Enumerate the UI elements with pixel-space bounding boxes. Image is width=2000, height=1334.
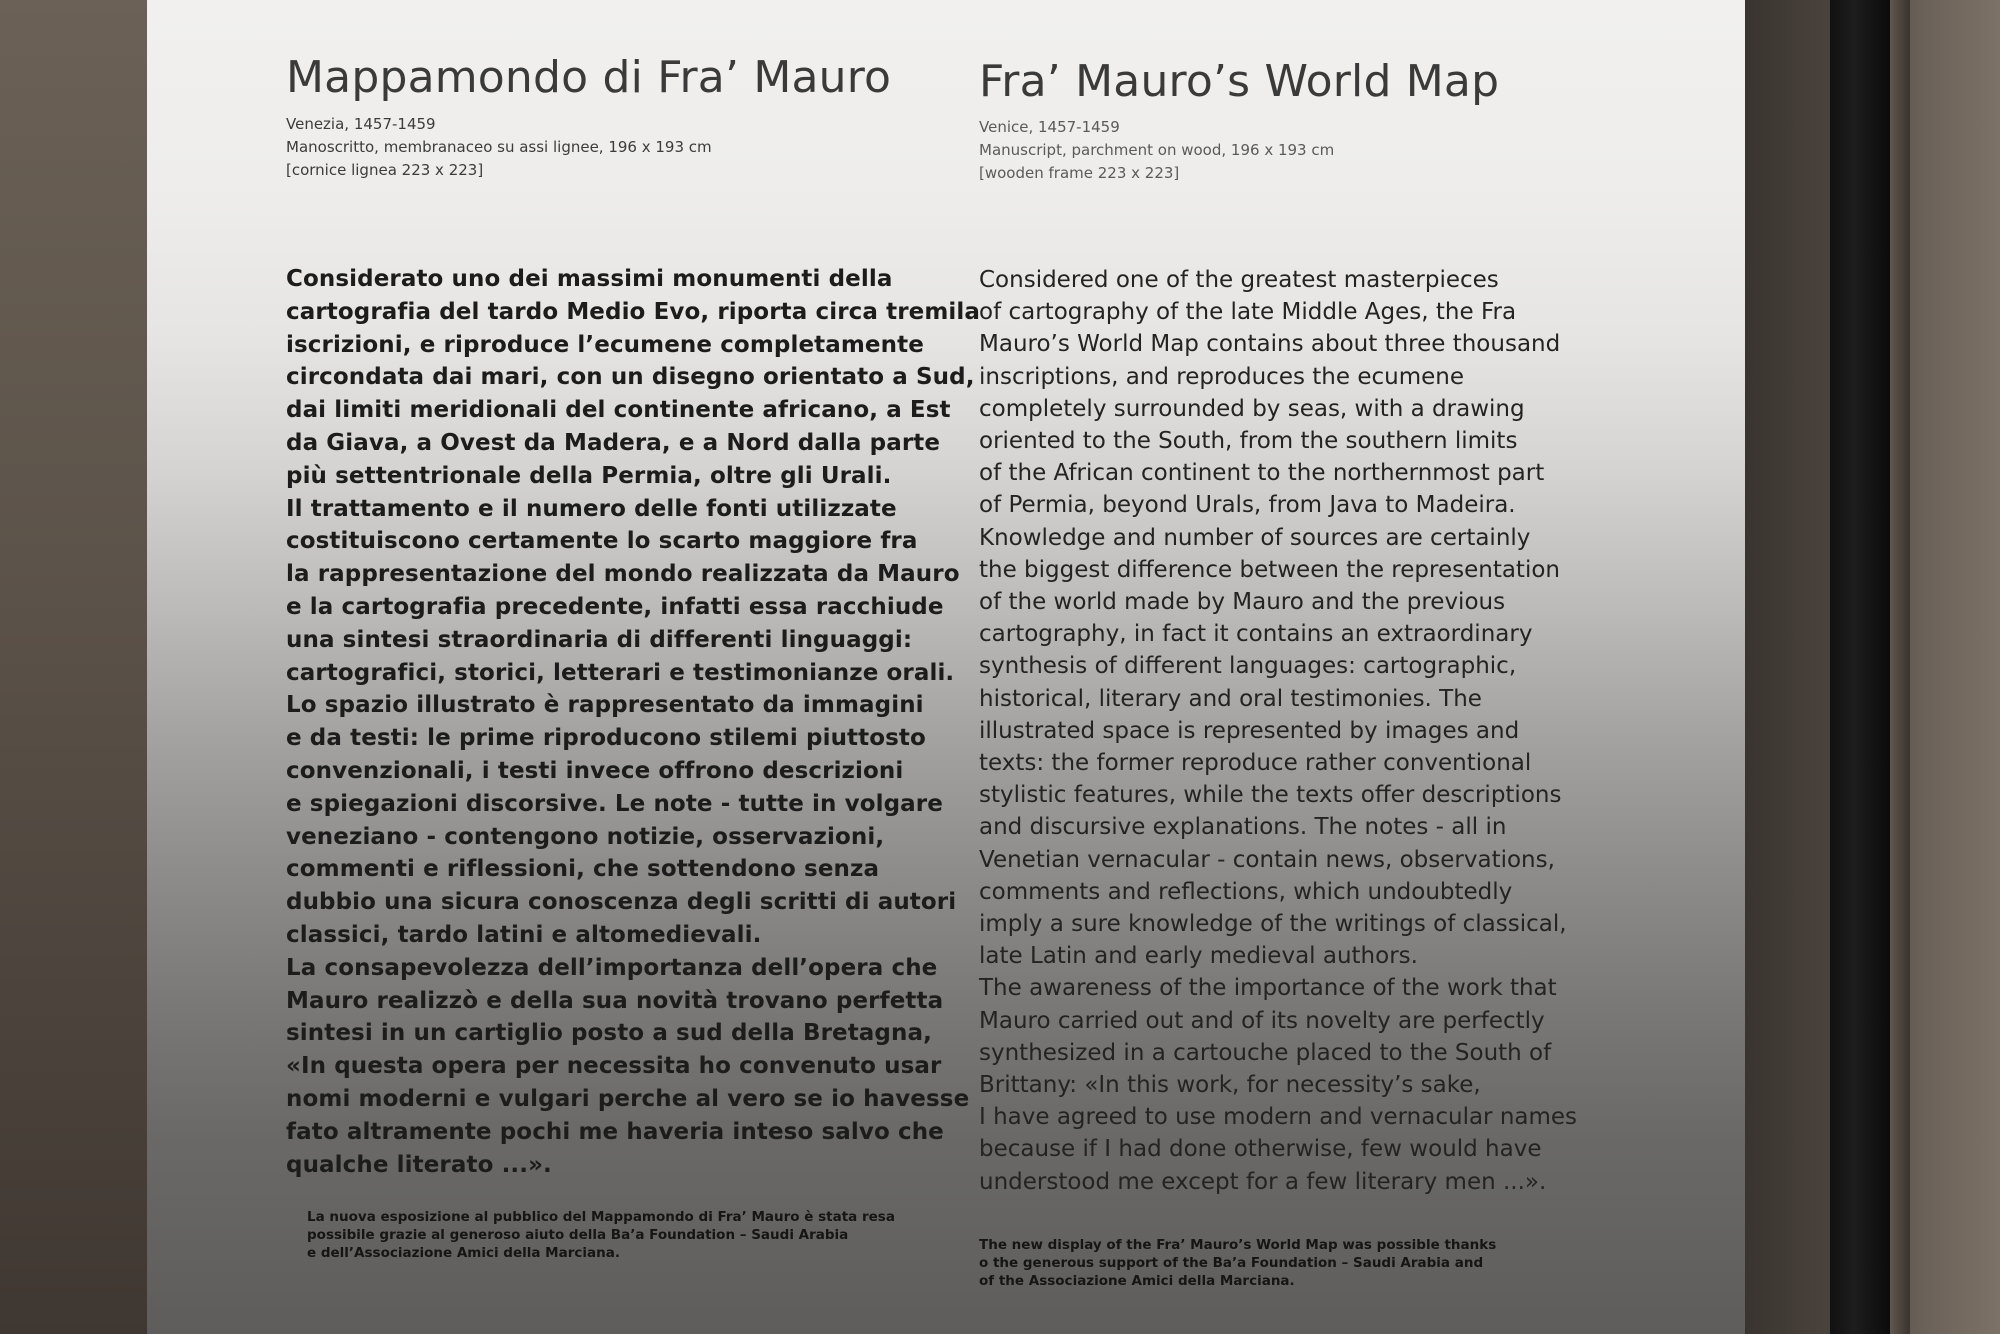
- english-body-line: of the African continent to the northernmost part: [979, 460, 1545, 487]
- italian-body-line: costituiscono certamente lo scarto maggiore fra: [286, 528, 918, 555]
- english-body: [979, 264, 1699, 1198]
- italian-body-line: da Giava, a Ovest da Madera, e a Nord dalla parte: [286, 429, 941, 456]
- italian-body-line: Lo spazio illustrato è rappresentato da immagini: [286, 692, 924, 719]
- italian-body-line: e la cartografia precedente, infatti essa racchiude: [286, 593, 944, 620]
- italian-meta-line: Manoscritto, membranaceo su assi lignee, 196 x 193 cm: [286, 138, 712, 156]
- english-body-line: historical, literary and oral testimonies. The: [979, 685, 1482, 712]
- english-body-line: cartography, in fact it contains an extraordinary: [979, 621, 1533, 648]
- italian-body-line: veneziano - contengono notizie, osservazioni,: [286, 823, 885, 850]
- italian-body-line: classici, tardo latini e altomedievali.: [286, 921, 762, 948]
- english-body-line: synthesized in a cartouche placed to the South of: [979, 1039, 1552, 1066]
- italian-body-line: una sintesi straordinaria di differenti linguaggi:: [286, 626, 913, 653]
- english-body-line: synthesis of different languages: cartographic,: [979, 653, 1517, 680]
- english-body-line: and discursive explanations. The notes - all in: [979, 814, 1507, 841]
- english-meta: [979, 116, 1699, 185]
- english-meta-line: Venice, 1457-1459: [979, 118, 1120, 136]
- italian-body-line: convenzionali, i testi invece offrono descrizioni: [286, 757, 904, 784]
- italian-body-line: la rappresentazione del mondo realizzata da Mauro: [286, 561, 960, 588]
- english-body-line: imply a sure knowledge of the writings of classical,: [979, 911, 1567, 938]
- english-body-line: Considered one of the greatest masterpieces: [979, 267, 1499, 293]
- english-body-line: understood me except for a few literary men ...».: [979, 1168, 1547, 1195]
- italian-body-line: fato altramente pochi me haveria inteso salvo che: [286, 1118, 944, 1145]
- italian-meta-line: Venezia, 1457-1459: [286, 115, 436, 133]
- italian-body-line: più settentrionale della Permia, oltre gli Urali.: [286, 462, 892, 489]
- english-body-line: of Permia, beyond Urals, from Java to Madeira.: [979, 492, 1516, 519]
- english-credit-line: o the generous support of the Ba’a Foundation – Saudi Arabia and: [979, 1255, 1484, 1271]
- italian-body-line: Mauro realizzò e della sua novità trovano perfetta: [286, 987, 944, 1014]
- italian-body-line: La consapevolezza dell’importanza dell’opera che: [286, 954, 938, 981]
- italian-body-line: e spiegazioni discorsive. Le note - tutte in volgare: [286, 790, 943, 817]
- italian-title: Mappamondo di Fra’ Mauro: [286, 52, 892, 103]
- english-body-line: late Latin and early medieval authors.: [979, 943, 1418, 970]
- english-body-line: of cartography of the late Middle Ages, the Fra: [979, 299, 1517, 326]
- display-frame-post: [1830, 0, 1890, 1334]
- italian-credit: [307, 1208, 987, 1262]
- italian-body-line: cartografia del tardo Medio Evo, riporta circa tremila: [286, 298, 980, 325]
- english-meta-line: Manuscript, parchment on wood, 196 x 193 cm: [979, 141, 1335, 159]
- english-header: [979, 56, 1699, 107]
- english-credit: [979, 1236, 1699, 1290]
- italian-body-line: Il trattamento e il numero delle fonti utilizzate: [286, 495, 897, 522]
- english-credit-line: The new display of the Fra’ Mauro’s World Map was possible thanks: [979, 1237, 1497, 1253]
- italian-body-line: e da testi: le prime riproducono stilemi piuttosto: [286, 725, 926, 752]
- english-credit-line: of the Associazione Amici della Marciana.: [979, 1273, 1295, 1289]
- display-frame-edge: [1892, 0, 1910, 1334]
- italian-meta: [286, 113, 966, 182]
- italian-body-line: sintesi in un cartiglio posto a sud della Bretagna,: [286, 1020, 932, 1047]
- english-body-line: The awareness of the importance of the work that: [979, 975, 1557, 1002]
- italian-credit-line: possibile grazie al generoso aiuto della Ba’a Foundation – Saudi Arabia: [307, 1227, 849, 1243]
- italian-body-line: cartografici, storici, letterari e testimonianze orali.: [286, 659, 955, 686]
- english-body-line: Mauro’s World Map contains about three thousand: [979, 331, 1561, 358]
- english-body-line: of the world made by Mauro and the previous: [979, 589, 1506, 616]
- italian-body-line: circondata dai mari, con un disegno orientato a Sud,: [286, 364, 975, 391]
- english-body-line: because if I had done otherwise, few would have: [979, 1136, 1542, 1163]
- italian-credit-line: e dell’Associazione Amici della Marciana.: [307, 1245, 620, 1261]
- english-body-line: Venetian vernacular - contain news, observations,: [979, 846, 1555, 873]
- italian-header: [286, 52, 966, 103]
- italian-body-line: dubbio una sicura conoscenza degli scritti di autori: [286, 889, 957, 916]
- italian-body-line: Considerato uno dei massimi monumenti della: [286, 266, 893, 292]
- english-body-line: stylistic features, while the texts offer descriptions: [979, 782, 1562, 809]
- english-body-line: Mauro carried out and of its novelty are perfectly: [979, 1007, 1545, 1034]
- italian-meta-line: [cornice lignea 223 x 223]: [286, 161, 484, 179]
- italian-body-line: qualche literato ...».: [286, 1151, 552, 1178]
- english-meta-line: [wooden frame 223 x 223]: [979, 164, 1180, 182]
- english-body-line: texts: the former reproduce rather conventional: [979, 750, 1532, 777]
- english-body-line: Brittany: «In this work, for necessity’s sake,: [979, 1072, 1481, 1099]
- english-body-line: inscriptions, and reproduces the ecumene: [979, 363, 1464, 390]
- italian-body-line: «In questa opera per necessita ho convenuto usar: [286, 1053, 942, 1080]
- english-body-line: illustrated space is represented by images and: [979, 717, 1520, 744]
- english-body-line: I have agreed to use modern and vernacular names: [979, 1104, 1578, 1131]
- english-body-line: the biggest difference between the representation: [979, 556, 1560, 583]
- english-body-line: oriented to the South, from the southern limits: [979, 428, 1518, 455]
- english-body-line: Knowledge and number of sources are certainly: [979, 524, 1531, 551]
- italian-body-line: nomi moderni e vulgari perche al vero se io havesse: [286, 1085, 970, 1112]
- wall-left: [0, 0, 147, 1334]
- english-title: Fra’ Mauro’s World Map: [979, 56, 1500, 107]
- italian-credit-line: La nuova esposizione al pubblico del Mappamondo di Fra’ Mauro è stata resa: [307, 1209, 895, 1225]
- italian-body-line: commenti e riflessioni, che sottendono senza: [286, 856, 880, 883]
- italian-body-line: iscrizioni, e riproduce l’ecumene completamente: [286, 331, 924, 358]
- english-body-line: completely surrounded by seas, with a drawing: [979, 395, 1525, 422]
- italian-body: [286, 263, 980, 1181]
- italian-body-line: dai limiti meridionali del continente africano, a Est: [286, 397, 951, 424]
- english-body-line: comments and reflections, which undoubtedly: [979, 878, 1513, 905]
